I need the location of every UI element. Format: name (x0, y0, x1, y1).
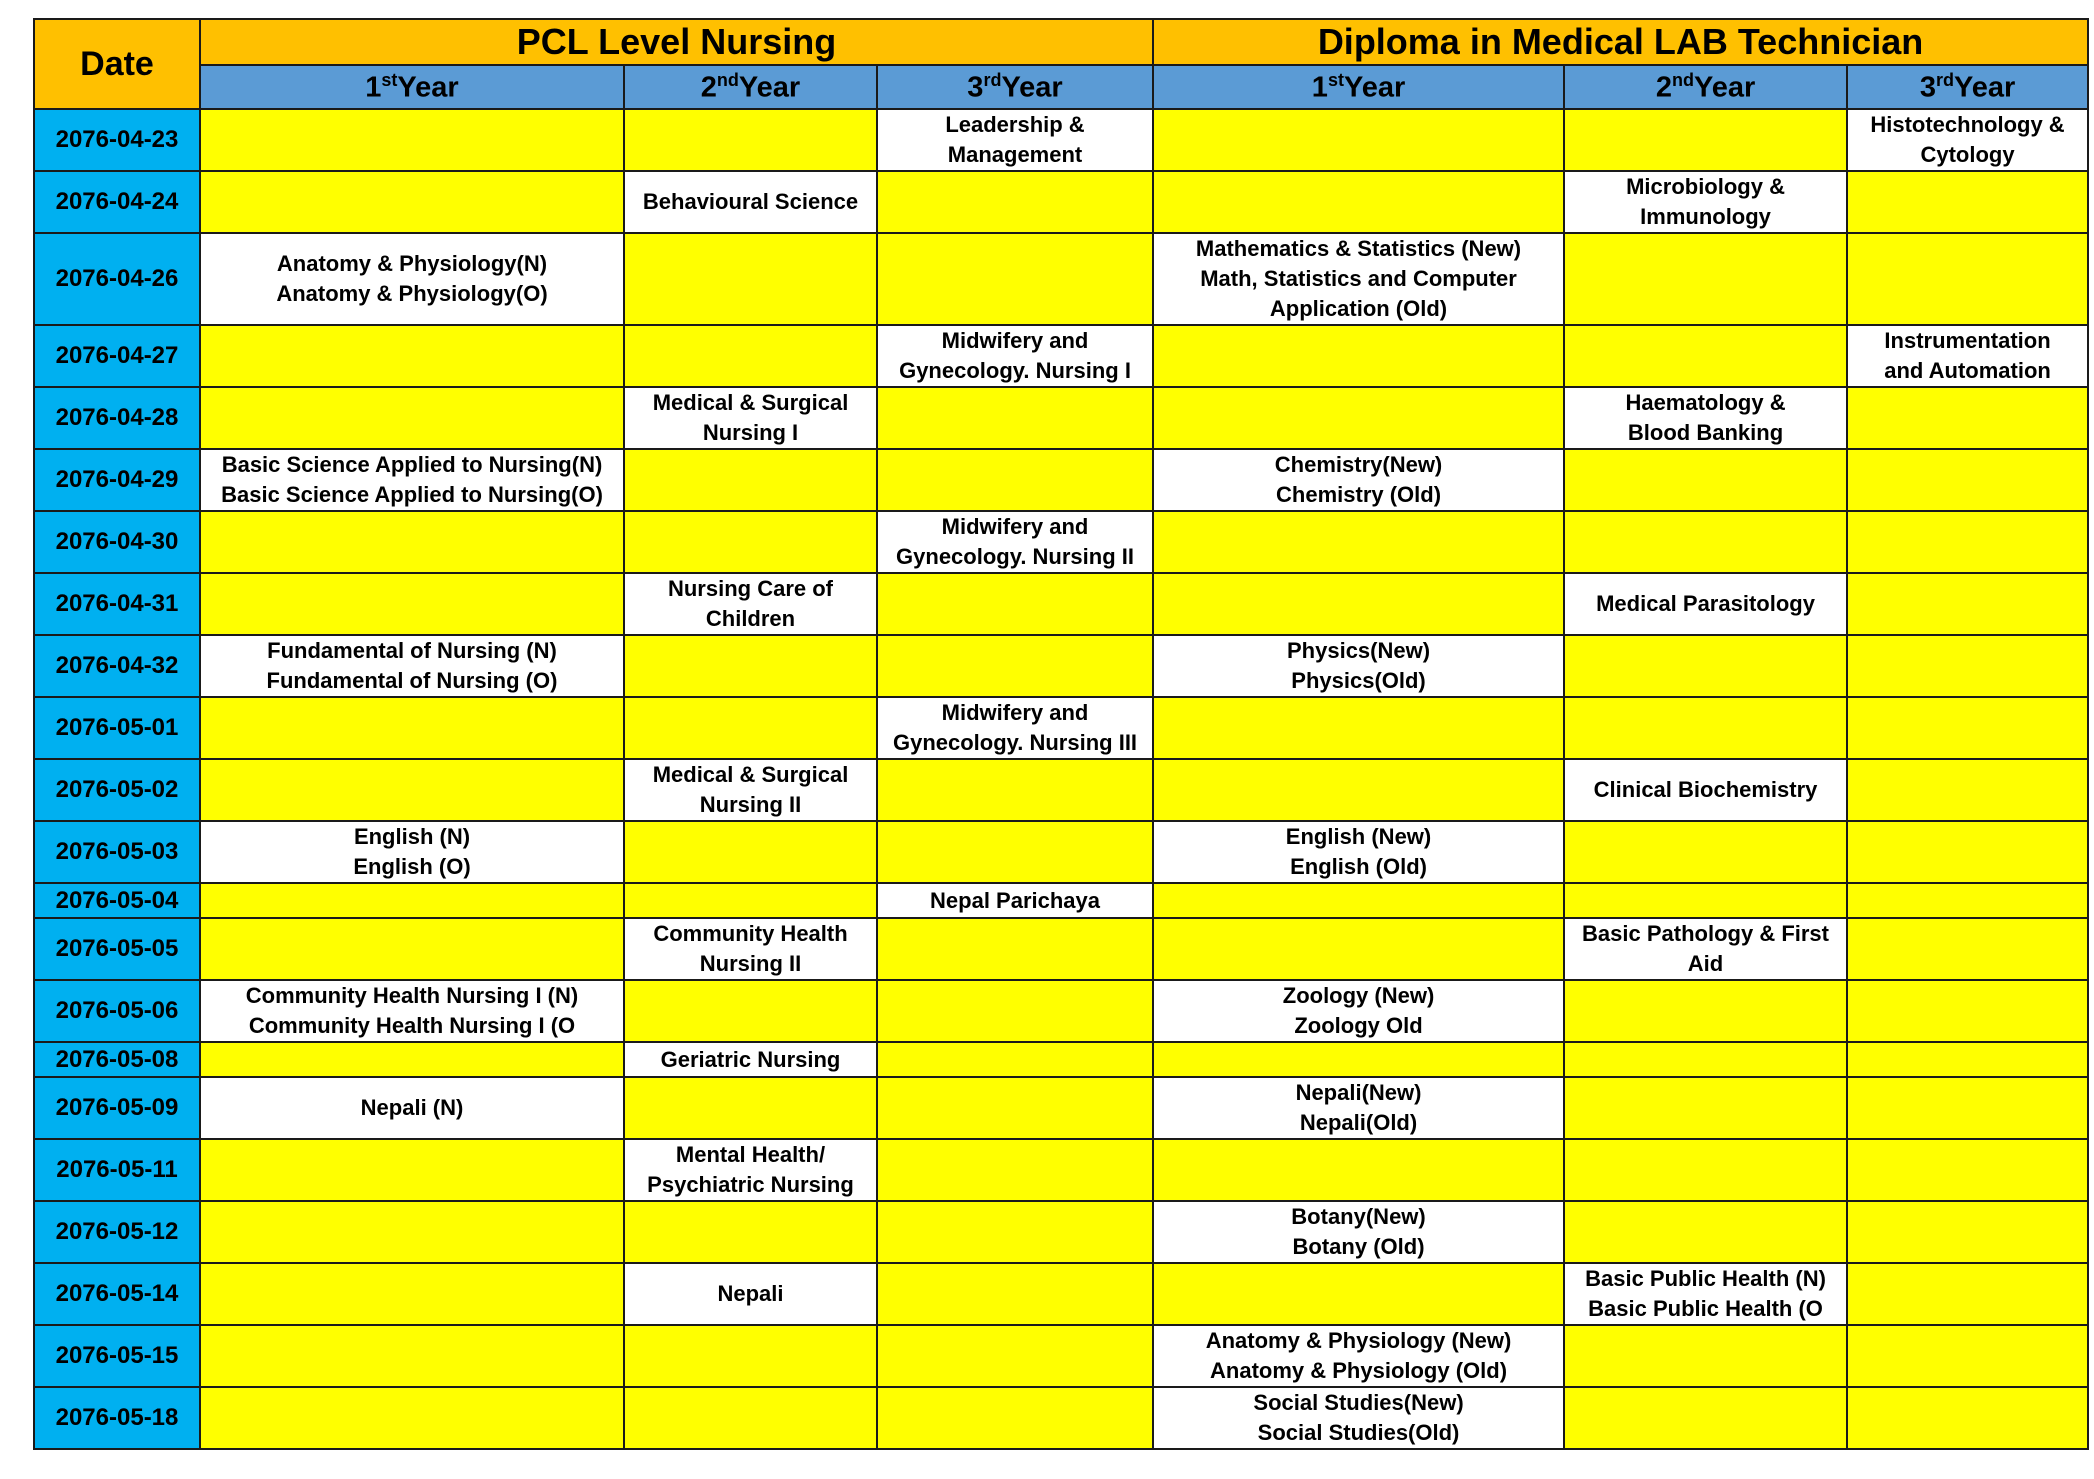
empty-cell (624, 449, 877, 511)
subject-cell: English (N) English (O) (200, 821, 624, 883)
empty-cell (1847, 821, 2088, 883)
table-row (34, 1139, 2088, 1201)
empty-cell (624, 1387, 877, 1449)
empty-cell (1847, 233, 2088, 325)
table-row (34, 171, 2088, 233)
year-number: 2 (700, 71, 717, 104)
subject-cell: Mathematics & Statistics (New) Math, Statistics and Computer Application (Old) (1153, 233, 1564, 325)
empty-cell (1564, 980, 1847, 1042)
subject-cell: Geriatric Nursing (624, 1042, 877, 1077)
table-row (34, 1201, 2088, 1263)
year-header-row (34, 65, 2088, 109)
subject-cell: Nursing Care of Children (624, 573, 877, 635)
subject-cell: Physics(New) Physics(Old) (1153, 635, 1564, 697)
subject-cell: Botany(New) Botany (Old) (1153, 1201, 1564, 1263)
subject-cell: English (New) English (Old) (1153, 821, 1564, 883)
empty-cell (624, 883, 877, 918)
empty-cell (877, 1139, 1153, 1201)
empty-cell (1153, 325, 1564, 387)
empty-cell (1847, 1201, 2088, 1263)
empty-cell (1564, 821, 1847, 883)
empty-cell (1847, 387, 2088, 449)
exam-schedule-table (33, 18, 2089, 1450)
empty-cell (1847, 1042, 2088, 1077)
empty-cell (624, 1325, 877, 1387)
empty-cell (624, 109, 877, 171)
empty-cell (624, 325, 877, 387)
empty-cell (1847, 918, 2088, 980)
empty-cell (1153, 1263, 1564, 1325)
table-row (34, 821, 2088, 883)
empty-cell (1564, 1201, 1847, 1263)
date-cell: 2076-05-14 (34, 1263, 200, 1325)
empty-cell (1847, 573, 2088, 635)
empty-cell (877, 918, 1153, 980)
subject-cell: Midwifery and Gynecology. Nursing III (877, 697, 1153, 759)
empty-cell (1847, 449, 2088, 511)
subject-cell: Microbiology & Immunology (1564, 171, 1847, 233)
date-cell: 2076-05-02 (34, 759, 200, 821)
subject-cell: Medical & Surgical Nursing I (624, 387, 877, 449)
subject-cell: Basic Science Applied to Nursing(N) Basic Science Applied to Nursing(O) (200, 449, 624, 511)
empty-cell (877, 449, 1153, 511)
table-row (34, 918, 2088, 980)
empty-cell (200, 1139, 624, 1201)
table-body (34, 109, 2088, 1449)
subject-cell: Zoology (New) Zoology Old (1153, 980, 1564, 1042)
empty-cell (200, 697, 624, 759)
subject-cell: Anatomy & Physiology(N) Anatomy & Physiology(O) (200, 233, 624, 325)
empty-cell (200, 325, 624, 387)
subject-cell: Nepal Parichaya (877, 883, 1153, 918)
subject-cell: Basic Public Health (N) Basic Public Health (O (1564, 1263, 1847, 1325)
table-row (34, 449, 2088, 511)
year-number: 2 (1655, 71, 1672, 104)
empty-cell (1564, 233, 1847, 325)
year-ordinal-suffix: nd (716, 69, 739, 90)
empty-cell (877, 1042, 1153, 1077)
subject-cell: Midwifery and Gynecology. Nursing II (877, 511, 1153, 573)
table-row (34, 1042, 2088, 1077)
subject-cell: Midwifery and Gynecology. Nursing I (877, 325, 1153, 387)
empty-cell (1564, 109, 1847, 171)
table-row (34, 883, 2088, 918)
program-header-medical-lab: Diploma in Medical LAB Technician (1153, 19, 2088, 65)
date-cell: 2076-04-29 (34, 449, 200, 511)
year-header-pcl-2 (624, 65, 877, 109)
table-row (34, 1263, 2088, 1325)
table-row (34, 387, 2088, 449)
table-row (34, 573, 2088, 635)
empty-cell (1564, 1139, 1847, 1201)
empty-cell (1564, 1077, 1847, 1139)
date-cell: 2076-05-03 (34, 821, 200, 883)
empty-cell (200, 1263, 624, 1325)
date-cell: 2076-04-30 (34, 511, 200, 573)
date-cell: 2076-04-27 (34, 325, 200, 387)
empty-cell (624, 635, 877, 697)
subject-cell: Basic Pathology & First Aid (1564, 918, 1847, 980)
empty-cell (1847, 1387, 2088, 1449)
date-cell: 2076-05-15 (34, 1325, 200, 1387)
empty-cell (624, 233, 877, 325)
empty-cell (1153, 1042, 1564, 1077)
empty-cell (877, 387, 1153, 449)
table-row (34, 1387, 2088, 1449)
empty-cell (200, 759, 624, 821)
empty-cell (624, 821, 877, 883)
empty-cell (1847, 1077, 2088, 1139)
empty-cell (1564, 449, 1847, 511)
table-row (34, 697, 2088, 759)
year-word: Year (738, 71, 801, 104)
empty-cell (624, 1077, 877, 1139)
empty-cell (1153, 759, 1564, 821)
empty-cell (877, 635, 1153, 697)
empty-cell (877, 1387, 1153, 1449)
year-header-lab-1 (1153, 65, 1564, 109)
date-column-header: Date (34, 19, 200, 109)
table-row (34, 511, 2088, 573)
date-cell: 2076-05-09 (34, 1077, 200, 1139)
empty-cell (624, 1201, 877, 1263)
empty-cell (1153, 109, 1564, 171)
empty-cell (877, 980, 1153, 1042)
empty-cell (1153, 1139, 1564, 1201)
subject-cell: Mental Health/ Psychiatric Nursing (624, 1139, 877, 1201)
empty-cell (1564, 511, 1847, 573)
empty-cell (200, 883, 624, 918)
year-word: Year (397, 71, 459, 104)
year-ordinal-suffix: st (381, 69, 398, 90)
table-row (34, 109, 2088, 171)
date-cell: 2076-04-24 (34, 171, 200, 233)
empty-cell (1847, 883, 2088, 918)
empty-cell (200, 109, 624, 171)
empty-cell (877, 1263, 1153, 1325)
subject-cell: Histotechnology & Cytology (1847, 109, 2088, 171)
table-row (34, 233, 2088, 325)
year-header-pcl-3 (877, 65, 1153, 109)
empty-cell (877, 821, 1153, 883)
empty-cell (1564, 883, 1847, 918)
empty-cell (877, 1201, 1153, 1263)
subject-cell: Behavioural Science (624, 171, 877, 233)
subject-cell: Anatomy & Physiology (New) Anatomy & Physiology (Old) (1153, 1325, 1564, 1387)
empty-cell (877, 171, 1153, 233)
empty-cell (200, 171, 624, 233)
table-row (34, 1077, 2088, 1139)
empty-cell (1847, 1325, 2088, 1387)
empty-cell (1153, 573, 1564, 635)
empty-cell (1153, 697, 1564, 759)
date-cell: 2076-05-08 (34, 1042, 200, 1077)
empty-cell (1847, 980, 2088, 1042)
year-header-pcl-1 (200, 65, 624, 109)
empty-cell (1847, 759, 2088, 821)
table-row (34, 759, 2088, 821)
subject-cell: Medical & Surgical Nursing II (624, 759, 877, 821)
date-cell: 2076-05-01 (34, 697, 200, 759)
empty-cell (200, 918, 624, 980)
date-cell: 2076-04-26 (34, 233, 200, 325)
year-ordinal-suffix: nd (1671, 69, 1694, 90)
subject-cell: Leadership & Management (877, 109, 1153, 171)
year-header-lab-3 (1847, 65, 2088, 109)
date-cell: 2076-04-23 (34, 109, 200, 171)
table-row (34, 325, 2088, 387)
year-ordinal-suffix: rd (983, 69, 1002, 90)
year-header-lab-2 (1564, 65, 1847, 109)
subject-cell: Nepali (624, 1263, 877, 1325)
empty-cell (1847, 511, 2088, 573)
empty-cell (200, 573, 624, 635)
empty-cell (1564, 1042, 1847, 1077)
empty-cell (624, 697, 877, 759)
empty-cell (877, 1077, 1153, 1139)
empty-cell (200, 1201, 624, 1263)
subject-cell: Medical Parasitology (1564, 573, 1847, 635)
subject-cell: Nepali (N) (200, 1077, 624, 1139)
empty-cell (877, 233, 1153, 325)
empty-cell (1847, 1263, 2088, 1325)
empty-cell (200, 387, 624, 449)
empty-cell (1847, 635, 2088, 697)
empty-cell (1847, 1139, 2088, 1201)
empty-cell (1564, 635, 1847, 697)
empty-cell (877, 573, 1153, 635)
table-header (34, 19, 2088, 109)
empty-cell (1564, 325, 1847, 387)
empty-cell (1153, 511, 1564, 573)
subject-cell: Instrumentation and Automation (1847, 325, 2088, 387)
table-row (34, 635, 2088, 697)
year-word: Year (1953, 71, 2016, 104)
subject-cell: Community Health Nursing I (N) Community Health Nursing I (O (200, 980, 624, 1042)
empty-cell (200, 1387, 624, 1449)
empty-cell (1564, 1387, 1847, 1449)
year-word: Year (1343, 71, 1406, 104)
date-cell: 2076-05-06 (34, 980, 200, 1042)
empty-cell (200, 1325, 624, 1387)
date-cell: 2076-04-31 (34, 573, 200, 635)
date-cell: 2076-04-28 (34, 387, 200, 449)
empty-cell (1153, 387, 1564, 449)
empty-cell (877, 759, 1153, 821)
empty-cell (877, 1325, 1153, 1387)
empty-cell (624, 511, 877, 573)
date-cell: 2076-05-11 (34, 1139, 200, 1201)
table-row (34, 1325, 2088, 1387)
date-cell: 2076-05-05 (34, 918, 200, 980)
year-word: Year (1693, 71, 1756, 104)
year-number: 1 (365, 71, 382, 104)
empty-cell (200, 511, 624, 573)
empty-cell (1153, 883, 1564, 918)
subject-cell: Clinical Biochemistry (1564, 759, 1847, 821)
empty-cell (624, 980, 877, 1042)
program-header-pcl-nursing: PCL Level Nursing (200, 19, 1153, 65)
subject-cell: Chemistry(New) Chemistry (Old) (1153, 449, 1564, 511)
table-row (34, 980, 2088, 1042)
year-word: Year (1001, 71, 1063, 104)
empty-cell (1564, 697, 1847, 759)
date-cell: 2076-05-04 (34, 883, 200, 918)
empty-cell (200, 1042, 624, 1077)
year-number: 3 (967, 71, 984, 104)
year-ordinal-suffix: rd (1935, 69, 1954, 90)
year-number: 3 (1919, 71, 1936, 104)
empty-cell (1153, 918, 1564, 980)
date-cell: 2076-05-12 (34, 1201, 200, 1263)
year-ordinal-suffix: st (1327, 69, 1344, 90)
empty-cell (1847, 697, 2088, 759)
empty-cell (1153, 171, 1564, 233)
date-cell: 2076-05-18 (34, 1387, 200, 1449)
subject-cell: Fundamental of Nursing (N) Fundamental of Nursing (O) (200, 635, 624, 697)
subject-cell: Haematology & Blood Banking (1564, 387, 1847, 449)
subject-cell: Nepali(New) Nepali(Old) (1153, 1077, 1564, 1139)
date-cell: 2076-04-32 (34, 635, 200, 697)
year-number: 1 (1311, 71, 1328, 104)
subject-cell: Social Studies(New) Social Studies(Old) (1153, 1387, 1564, 1449)
empty-cell (1564, 1325, 1847, 1387)
empty-cell (1847, 171, 2088, 233)
subject-cell: Community Health Nursing II (624, 918, 877, 980)
